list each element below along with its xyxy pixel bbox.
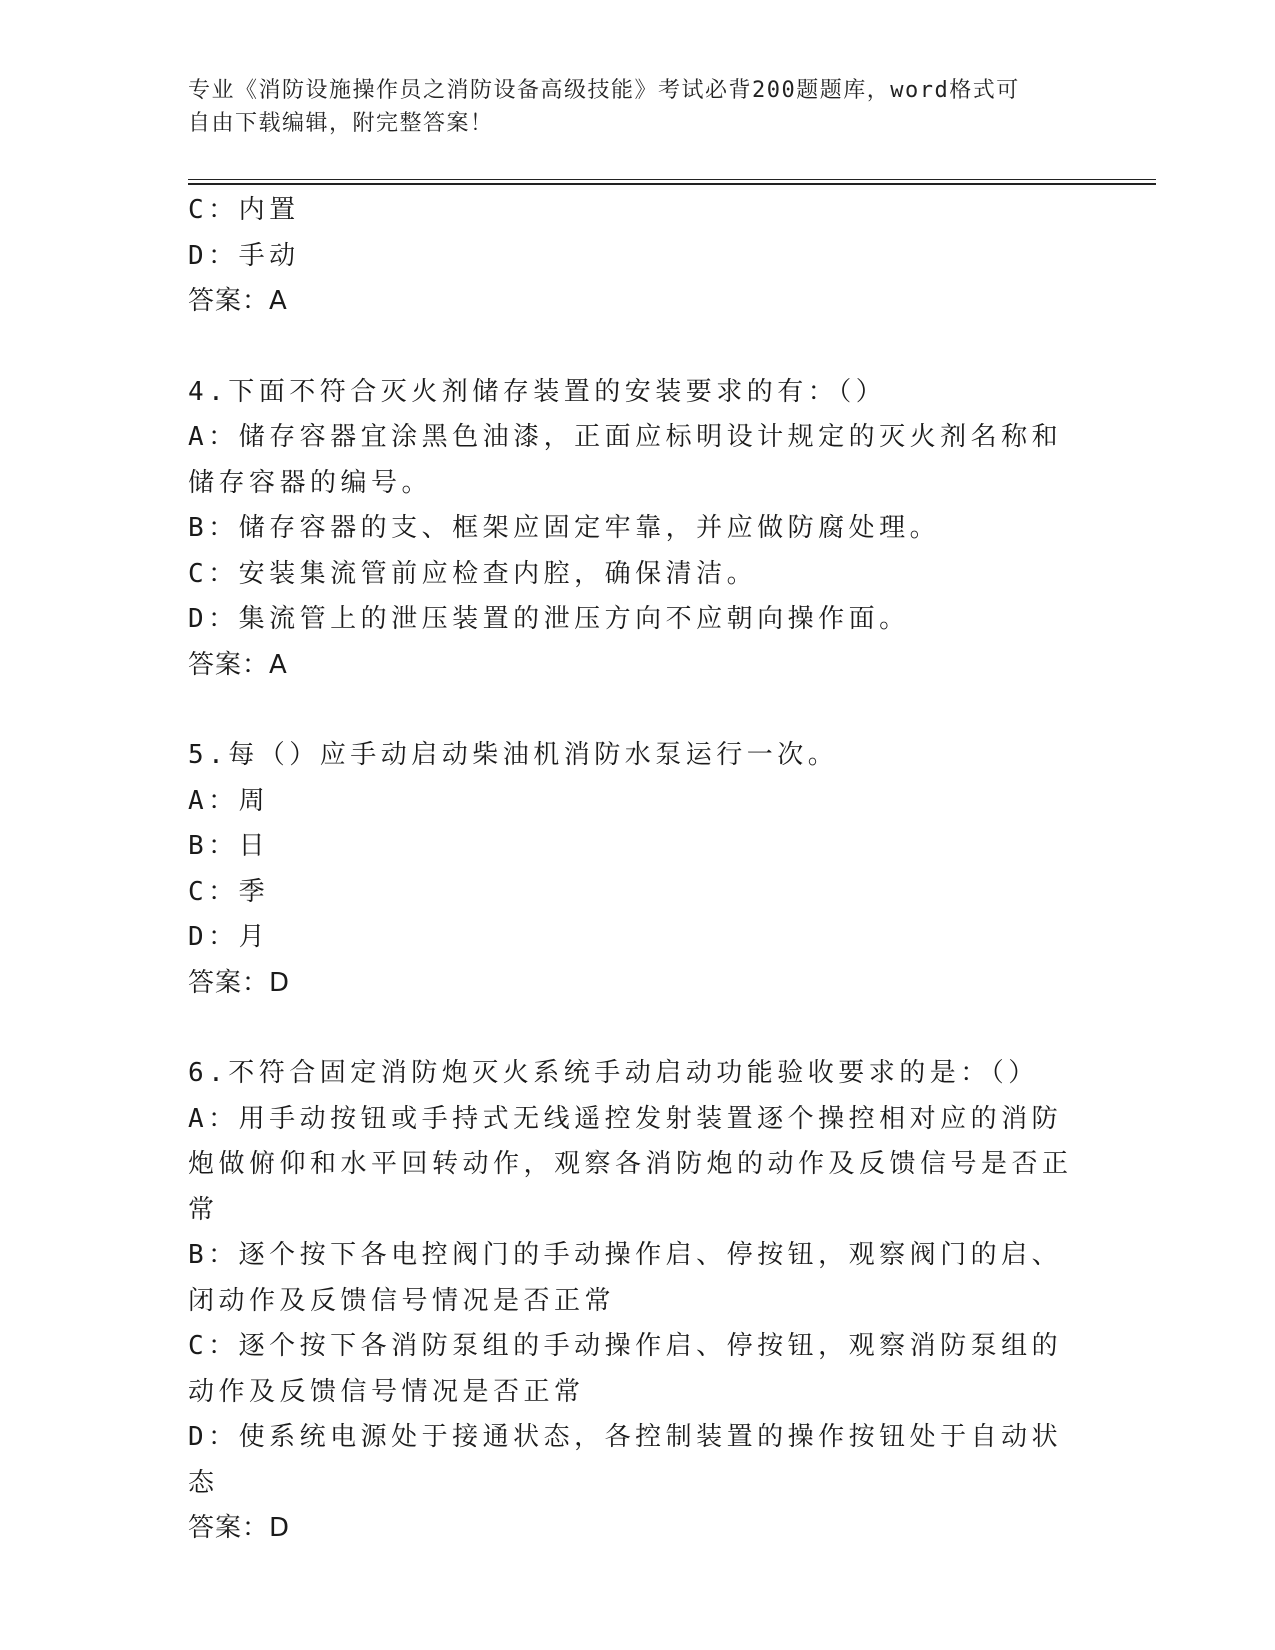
option-b: B：储存容器的支、框架应固定牢靠，并应做防腐处理。 [188, 513, 941, 543]
option-a: A：用手动按钮或手持式无线遥控发射装置逐个操控相对应的消防炮做俯仰和水平回转动作，观察各消防炮的动作及反馈信号是否正常 [188, 1103, 1073, 1225]
question-block-4 [188, 370, 1088, 689]
header-divider-thick [188, 183, 1156, 185]
option-c: C：安装集流管前应检查内腔，确保清洁。 [188, 558, 758, 589]
option-d: D：月 [188, 922, 270, 952]
header-line-2: 自由下载编辑，附完整答案！ [188, 111, 494, 136]
spacer [188, 688, 1088, 733]
question-text: 5.每（）应手动启动柴油机消防水泵运行一次。 [188, 740, 839, 770]
question-text: 6.不符合固定消防炮灭火系统手动启动功能验收要求的是：（） [188, 1058, 1039, 1088]
page-header [188, 74, 1068, 140]
option-c: C：逐个按下各消防泵组的手动操作启、停按钮，观察消防泵组的动作及反馈信号情况是否正常 [188, 1331, 1063, 1407]
option-b: B：日 [188, 831, 270, 861]
header-divider-thin [188, 179, 1156, 180]
option-c: C：季 [188, 876, 270, 907]
option-a: A：储存容器宜涂黑色油漆，正面应标明设计规定的灭火剂名称和储存容器的编号。 [188, 422, 1063, 498]
question-block-5 [188, 733, 1088, 1006]
document-body [188, 188, 1088, 1552]
answer-line: 答案：D [188, 1513, 291, 1543]
question-text: 4.下面不符合灭火剂储存装置的安装要求的有：（） [188, 376, 887, 407]
option-a: A：周 [188, 785, 270, 816]
option-c: C：内置 [188, 195, 300, 225]
option-d: D：使系统电源处于接通状态，各控制装置的操作按钮处于自动状态 [188, 1422, 1063, 1498]
answer-line: 答案：D [188, 967, 291, 998]
option-d: D：集流管上的泄压装置的泄压方向不应朝向操作面。 [188, 604, 910, 634]
spacer [188, 325, 1088, 370]
header-line-1: 专业《消防设施操作员之消防设备高级技能》考试必背200题题库，word格式可 [188, 78, 1020, 103]
question-block-3-continued [188, 188, 1088, 325]
answer-line: 答案：A [188, 649, 288, 680]
question-block-6 [188, 1051, 1088, 1552]
spacer [188, 1006, 1088, 1051]
option-d: D：手动 [188, 240, 300, 271]
answer-line: 答案：A [188, 286, 288, 316]
option-b: B：逐个按下各电控阀门的手动操作启、停按钮，观察阀门的启、闭动作及反馈信号情况是否正常 [188, 1240, 1063, 1316]
